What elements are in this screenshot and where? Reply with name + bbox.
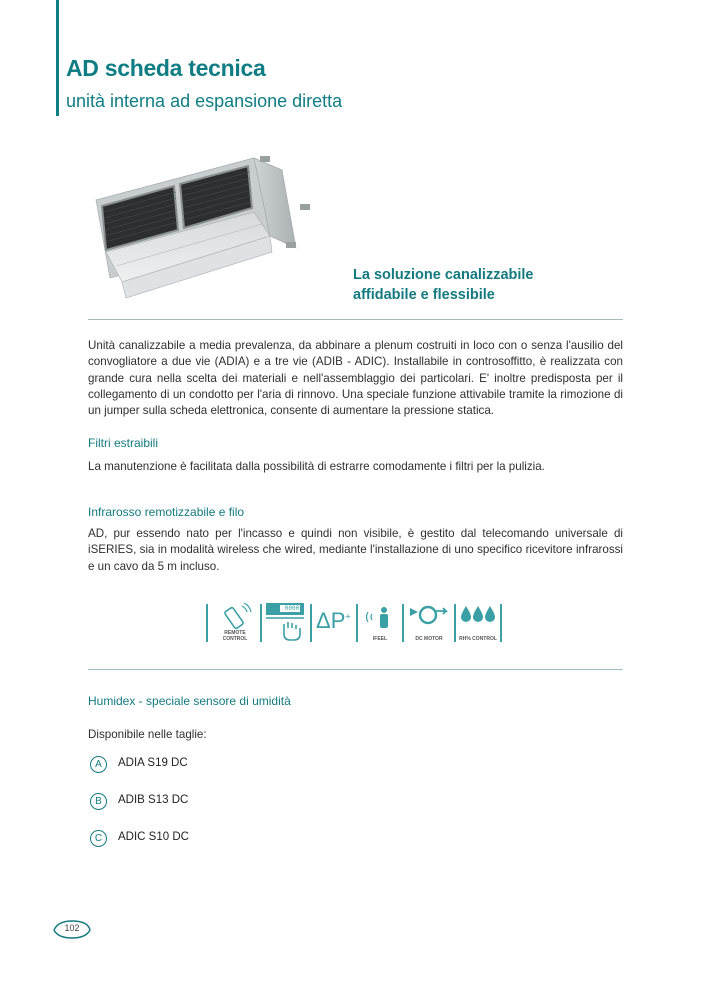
static-pressure-feature <box>314 602 354 644</box>
icon-separator <box>454 604 456 642</box>
tagline-line-2: affidabile e flessibile <box>353 287 495 303</box>
page-number-text: 102 <box>64 923 80 933</box>
delta-p-text: ΔP <box>316 608 346 633</box>
page-title: AD scheda tecnica <box>66 55 266 81</box>
availability-label: Disponibile nelle taglie: <box>88 728 207 741</box>
icon-separator <box>206 604 208 642</box>
icon-separator <box>260 604 262 642</box>
remote-control-icon <box>212 602 258 632</box>
wired-display-text: 0000 <box>284 605 300 612</box>
remote-control-label: REMOTE CONTROL <box>222 630 248 642</box>
icon-separator <box>356 604 358 642</box>
dc-motor-feature <box>406 602 452 644</box>
divider <box>88 669 623 670</box>
page-number <box>52 918 92 940</box>
model-badge: B <box>90 793 107 810</box>
rh-control-label: RH% CONTROL <box>459 635 497 642</box>
icon-separator <box>500 604 502 642</box>
model-badge: A <box>90 756 107 773</box>
icon-separator <box>310 604 312 642</box>
water-drops-icon <box>458 602 498 632</box>
ducted-unit-image <box>82 148 322 308</box>
delta-p-plus: + <box>345 611 351 622</box>
icon-separator <box>402 604 404 642</box>
wired-control-feature <box>264 602 308 644</box>
section-body-filters: La manutenzione è facilitata dalla possibilità di estrarre comodamente i filtri per la pulizia. <box>88 460 545 473</box>
model-name: ADIA S19 DC <box>118 757 188 769</box>
ifeel-icon <box>360 602 400 632</box>
section-heading-filters: Filtri estraibili <box>88 436 159 450</box>
remote-control-feature <box>212 602 258 644</box>
section-heading-infrared: Infrarosso remotizzabile e filo <box>88 505 245 519</box>
humidex-heading: Humidex - speciale sensore di umidità <box>88 694 291 708</box>
dc-motor-icon <box>406 602 452 632</box>
tagline <box>353 265 534 305</box>
rh-control-feature <box>458 602 498 644</box>
model-badge: C <box>90 830 107 847</box>
divider <box>88 319 623 320</box>
model-name: ADIB S13 DC <box>118 794 189 806</box>
title-accent-bar <box>56 0 59 116</box>
intro-paragraph: Unità canalizzabile a media prevalenza, da abbinare a plenum costruiti in loco con o senza l'ausilio del convogliatore a due vie (ADIA) e a tre vie (ADIB - ADIC). Installabile in controsoffitto, è realizzata con grande cura nella scelta dei materiali e nell'assemblaggio dei particolari. E' inoltre predisposta per il collegamento di un condotto per l'aria di rinnovo. Una speciale funzione attivabile tramite la rimozione di un jumper sulla scheda elettronica, consente di aumentare la pressione statica. <box>88 339 623 418</box>
section-body-infrared: AD, pur essendo nato per l'incasso e quindi non visibile, è gestito dal telecomando universale di iSERIES, sia in modalità wireless che wired, mediante l'installazione di uno specifico ricevitore infrarossi e un cavo da 5 m incluso. <box>88 527 623 573</box>
page-subtitle: unità interna ad espansione diretta <box>66 91 343 111</box>
feature-icons <box>206 602 502 644</box>
model-name: ADIC S10 DC <box>118 831 189 843</box>
tagline-line-1: La soluzione canalizzabile <box>353 267 534 283</box>
dc-motor-label: DC MOTOR <box>415 635 443 642</box>
ifeel-feature <box>360 602 400 644</box>
ifeel-label: IFEEL <box>372 635 388 642</box>
delta-p-icon <box>316 608 351 634</box>
